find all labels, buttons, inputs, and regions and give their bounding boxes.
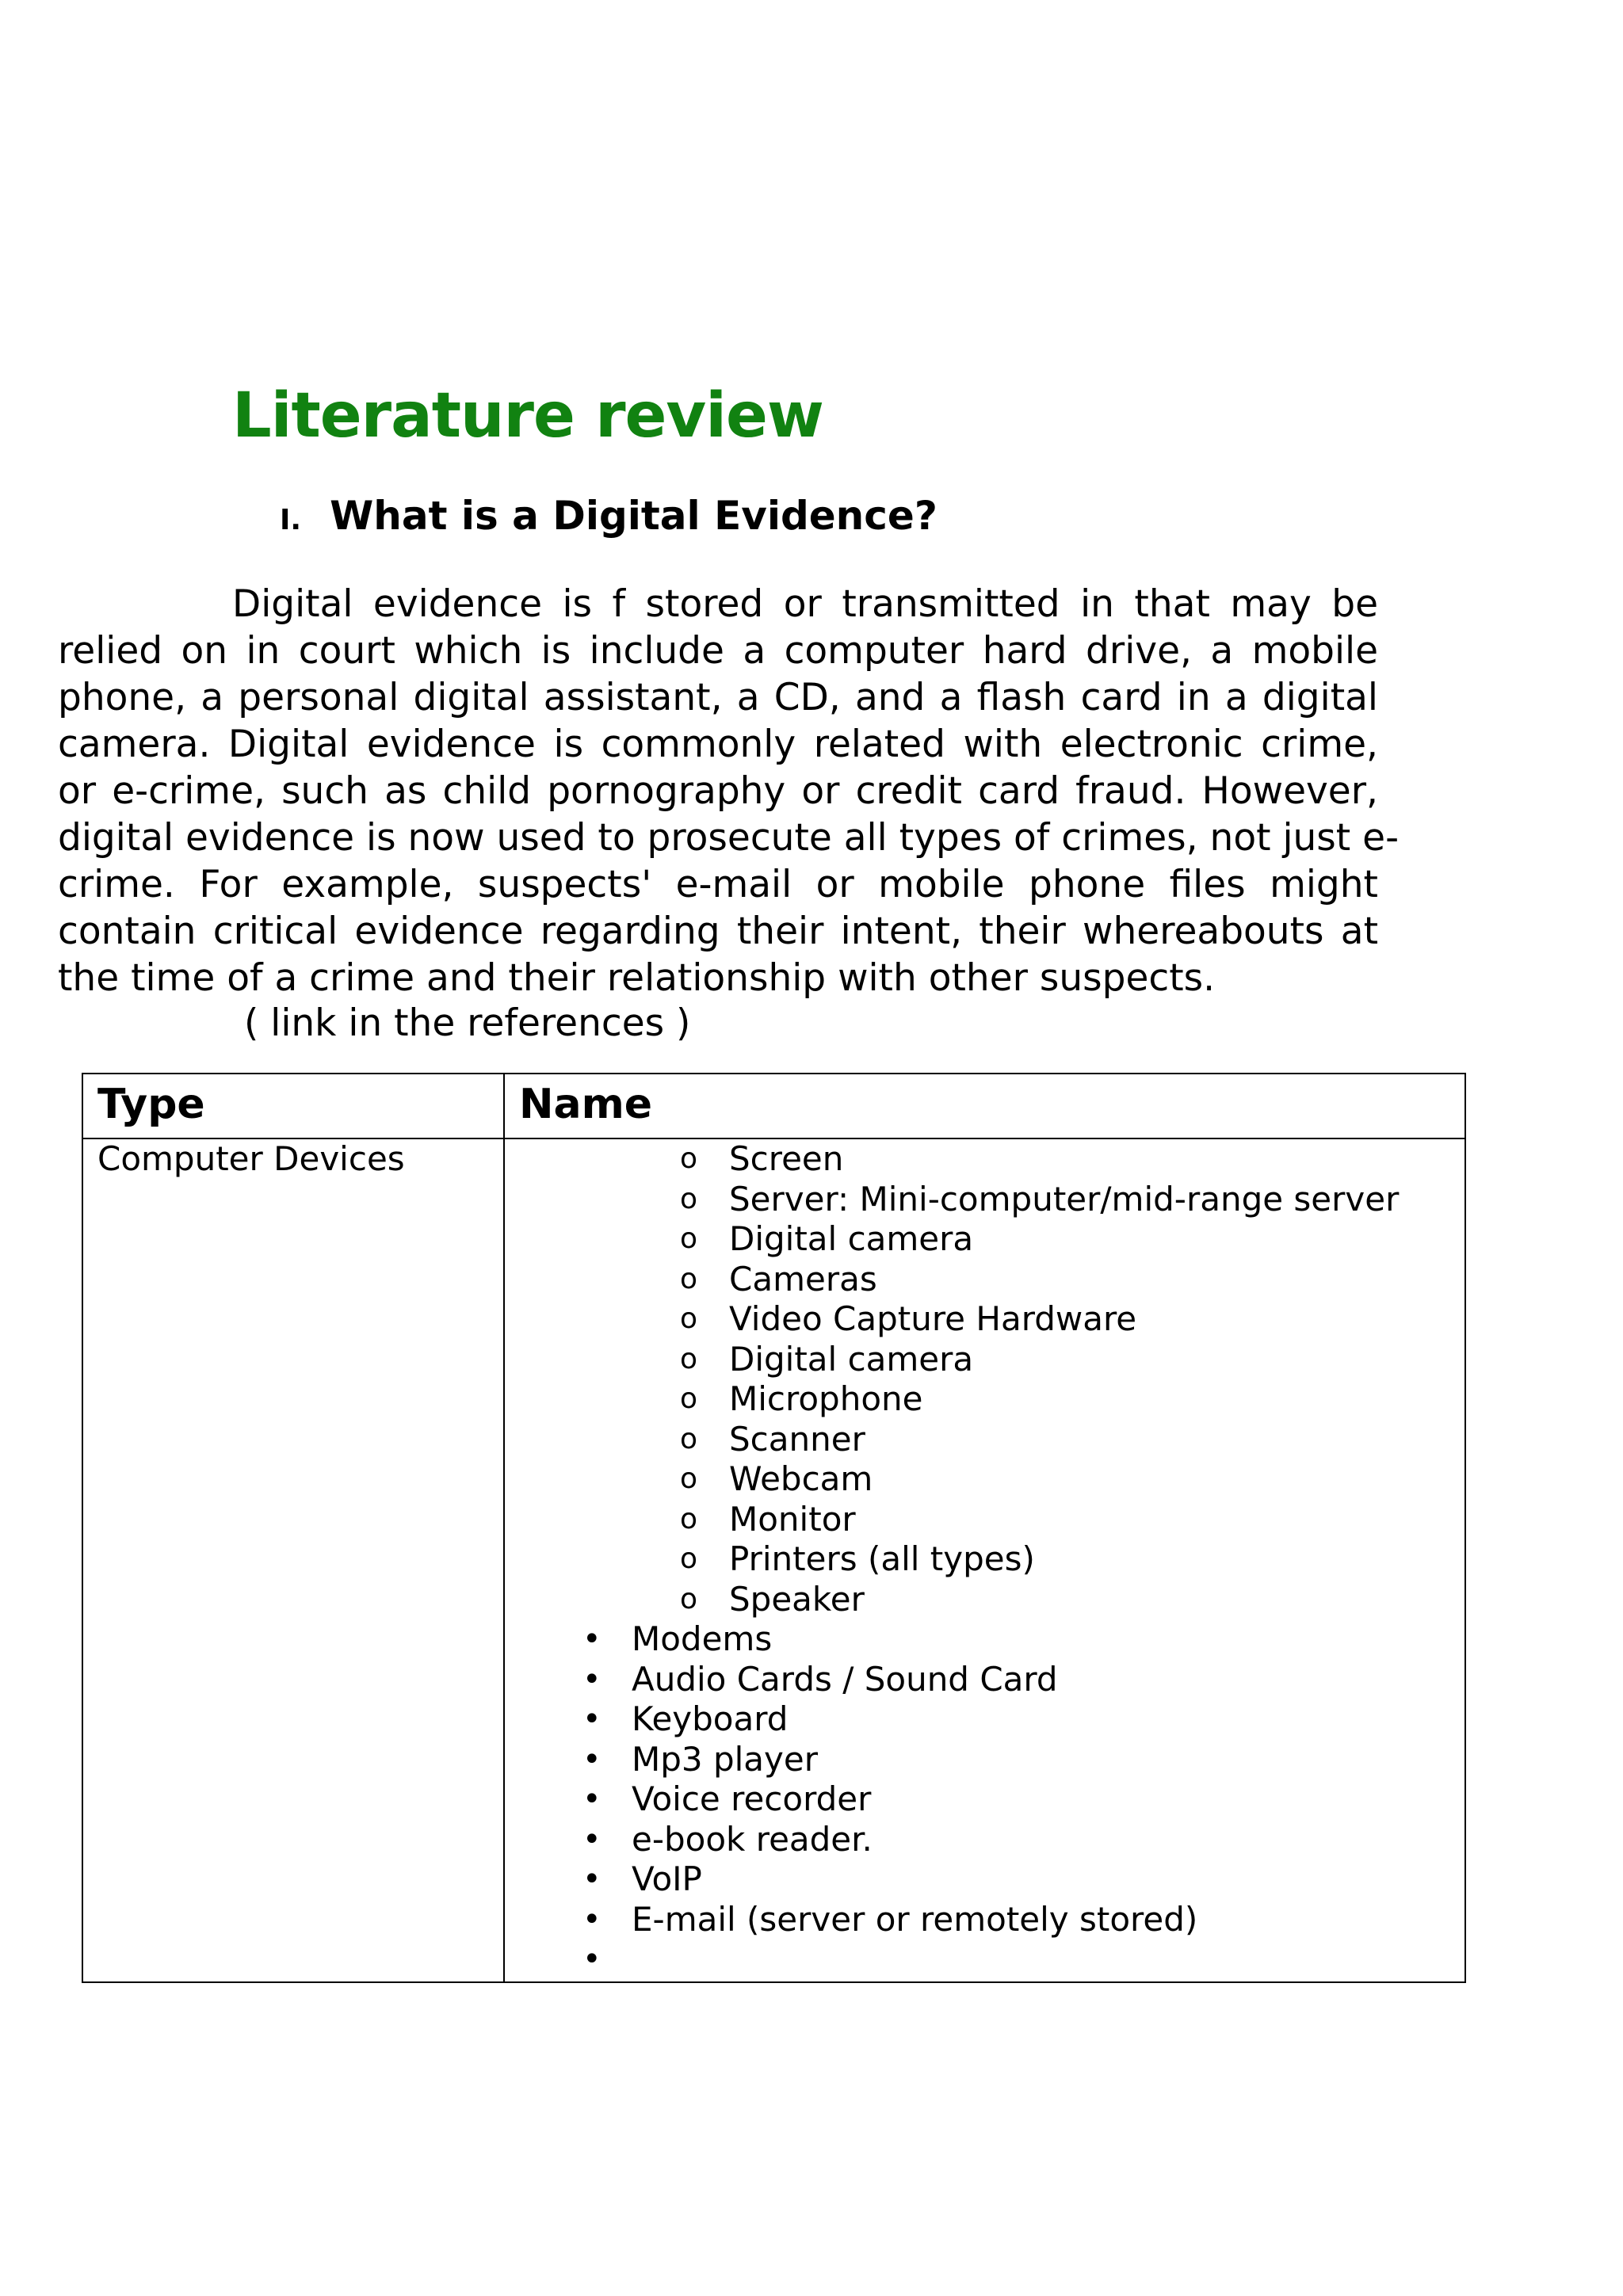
paragraph-line: or e-crime, such as child pornography or credit card fraud. However, [58, 769, 1378, 813]
list-item [519, 1779, 1465, 1820]
list-item [519, 1660, 1465, 1700]
list-marker: o [680, 1222, 698, 1255]
reference-note: ( link in the references ) [244, 1001, 691, 1045]
list-item [519, 1580, 1465, 1620]
name-column-header: Name [504, 1074, 1465, 1138]
table-header-row [82, 1074, 1465, 1138]
list-marker: o [680, 1463, 698, 1495]
list-item [519, 1900, 1465, 1940]
list-item-label: Digital camera [729, 1339, 974, 1379]
list-item [519, 1180, 1465, 1220]
type-cell: Computer Devices [82, 1138, 504, 1982]
paragraph-line: relied on in court which is include a computer hard drive, a mobile [58, 629, 1378, 673]
list-item-label: Monitor [729, 1499, 856, 1539]
list-item-label: Speaker [729, 1579, 865, 1619]
devices-table [82, 1073, 1466, 1983]
list-marker: o [680, 1582, 698, 1615]
list-marker: o [680, 1543, 698, 1575]
list-item-label: VoIP [632, 1859, 702, 1898]
list-item [519, 1500, 1465, 1540]
list-item-label: E-mail (server or remotely stored) [632, 1899, 1198, 1939]
list-item [519, 1539, 1465, 1580]
list-item-label: Modems [632, 1619, 773, 1658]
list-marker: o [680, 1302, 698, 1335]
list-marker: • [582, 1861, 601, 1897]
list-item [519, 1139, 1465, 1180]
list-item [519, 1820, 1465, 1860]
paragraph-line: contain critical evidence regarding their intent, their whereabouts at [58, 910, 1378, 953]
sub-device-list [519, 1139, 1465, 1619]
list-item [519, 1340, 1465, 1380]
paragraph-line: Digital evidence is f stored or transmitted in that may be [232, 582, 1378, 626]
list-marker: • [582, 1621, 601, 1657]
list-item-label: e-book reader. [632, 1819, 873, 1859]
list-marker: o [680, 1422, 698, 1455]
page-title: Literature review [232, 380, 823, 452]
list-item-label: Webcam [729, 1459, 873, 1498]
section-numeral: I. [280, 504, 302, 536]
list-marker: • [582, 1821, 601, 1858]
list-item [519, 1260, 1465, 1300]
list-item [519, 1859, 1465, 1900]
list-item [519, 1420, 1465, 1460]
table-row [82, 1138, 1465, 1982]
list-marker: o [680, 1262, 698, 1295]
list-item-label: Keyboard [632, 1699, 789, 1738]
list-item-label: Microphone [729, 1379, 923, 1418]
list-marker: • [582, 1901, 601, 1938]
list-marker: o [680, 1342, 698, 1375]
list-item-label: Scanner [729, 1419, 865, 1459]
body-paragraph [58, 581, 1400, 1001]
list-item [519, 1379, 1465, 1420]
device-list [519, 1619, 1465, 1978]
list-marker: • [582, 1941, 601, 1978]
list-marker: o [680, 1142, 698, 1175]
list-item [519, 1459, 1465, 1500]
list-item [519, 1219, 1465, 1260]
list-item-label: Mp3 player [632, 1739, 818, 1779]
list-item-label: Voice recorder [632, 1779, 872, 1818]
list-item-label: Printers (all types) [729, 1539, 1035, 1578]
list-item [519, 1699, 1465, 1740]
list-marker: o [680, 1502, 698, 1535]
name-cell [504, 1138, 1465, 1982]
section-heading [280, 493, 938, 539]
section-heading-text: What is a Digital Evidence? [330, 493, 938, 539]
list-item-label: Audio Cards / Sound Card [632, 1659, 1058, 1699]
list-marker: • [582, 1741, 601, 1778]
list-item-label: Video Capture Hardware [729, 1299, 1137, 1338]
list-item [519, 1299, 1465, 1340]
list-marker: • [582, 1781, 601, 1817]
list-item [519, 1740, 1465, 1780]
type-column-header: Type [82, 1074, 504, 1138]
paragraph-line: the time of a crime and their relationship with other suspects. [58, 956, 1216, 1000]
list-marker: • [582, 1661, 601, 1698]
paragraph-line: crime. For example, suspects' e-mail or mobile phone files might [58, 863, 1378, 906]
list-item-label: Cameras [729, 1259, 877, 1299]
list-marker: o [680, 1383, 698, 1415]
list-marker: o [680, 1182, 698, 1215]
paragraph-line: digital evidence is now used to prosecute all types of crimes, not just e- [58, 816, 1400, 860]
paragraph-line: phone, a personal digital assistant, a CD, and a flash card in a digital [58, 676, 1378, 719]
paragraph-line: camera. Digital evidence is commonly related with electronic crime, [58, 723, 1378, 766]
list-item-label: Screen [729, 1139, 844, 1178]
list-item-label: Digital camera [729, 1219, 974, 1258]
list-marker: • [582, 1701, 601, 1737]
list-item-label: Server: Mini-computer/mid-range server [729, 1179, 1400, 1219]
list-item [519, 1619, 1465, 1660]
